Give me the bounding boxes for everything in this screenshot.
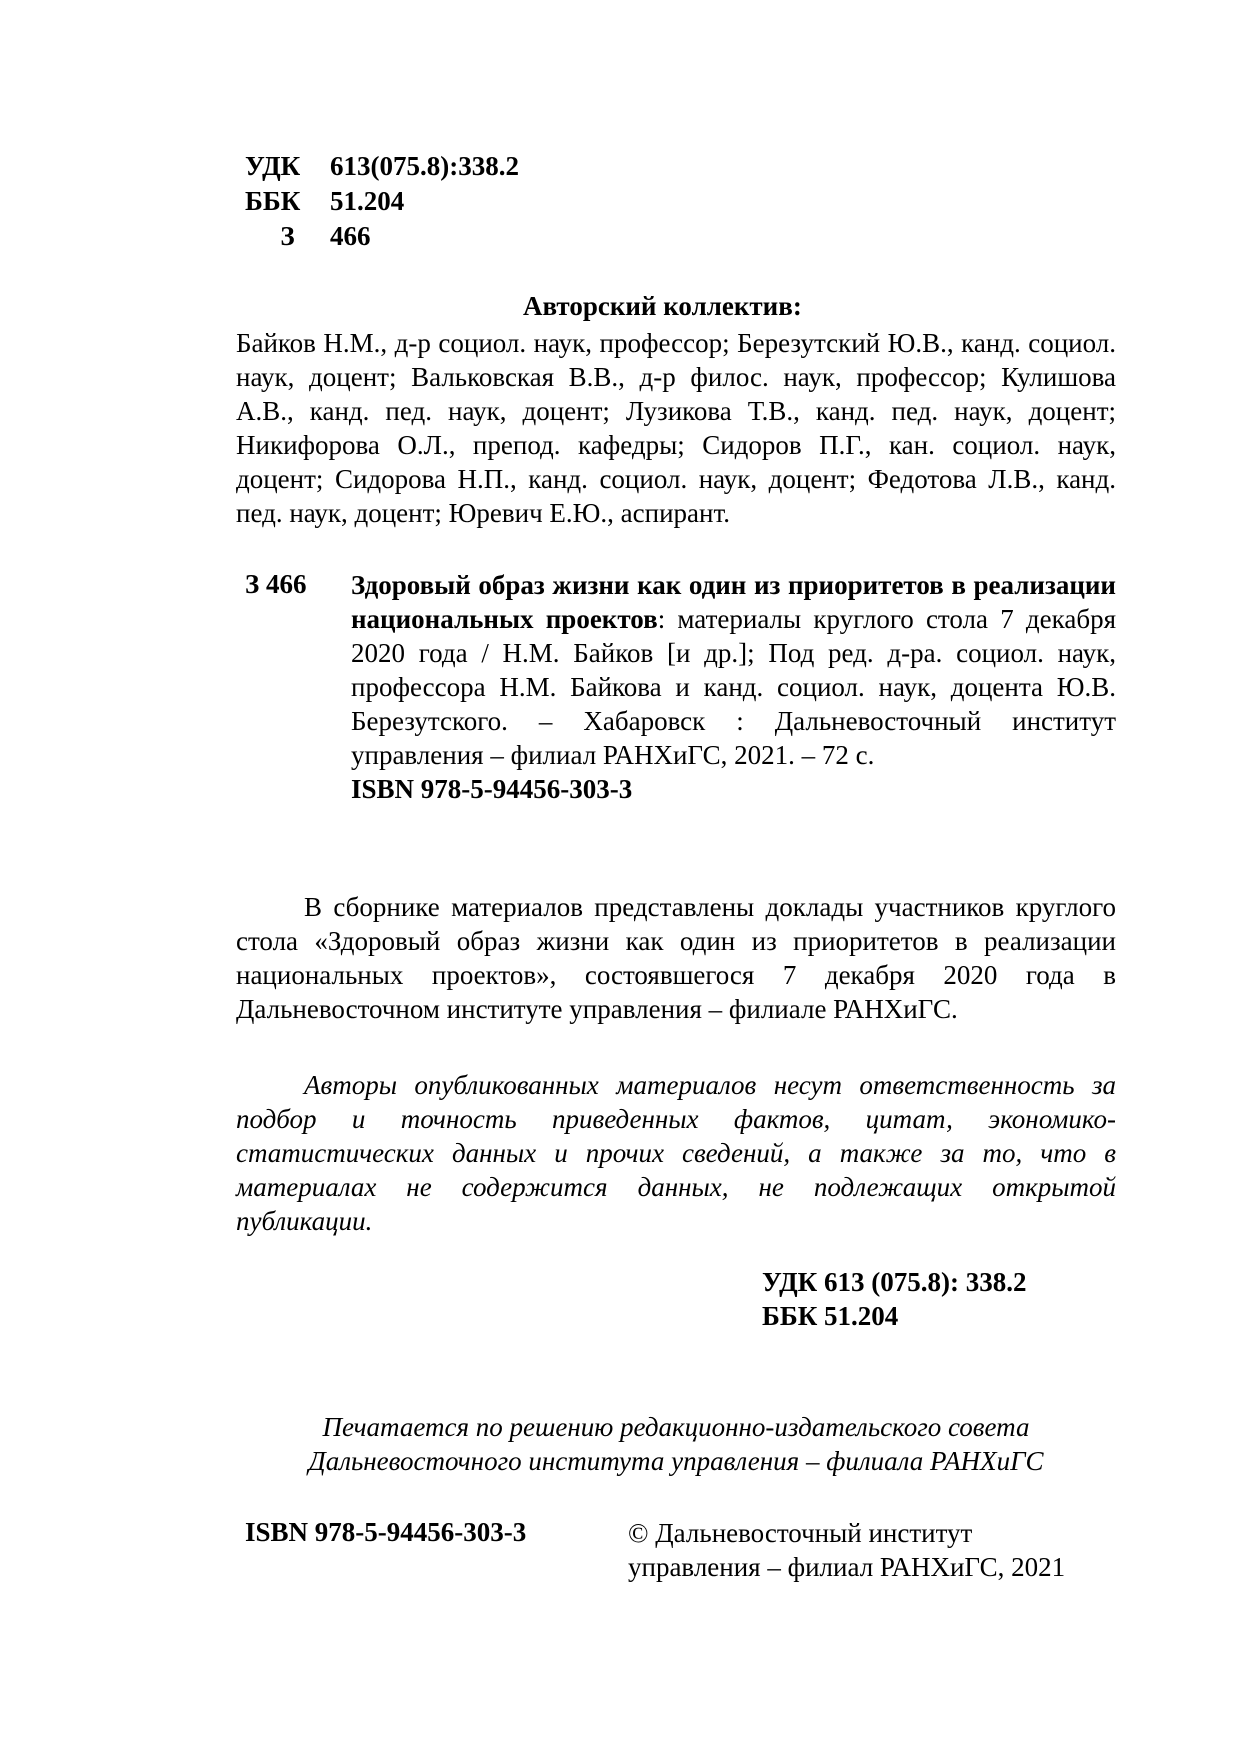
authors-list: Байков Н.М., д-р социол. наук, профессор; Березутский Ю.В., канд. социол. наук, доцент; Вальковская В.В., д-р филос. наук, профессор; Кулишова А.В., канд. пед. наук, доцент; Лузикова Т.В., канд. пед. наук, доцент; Никифорова О.Л., препод. кафедры; Сидоров П.Г., кан. социол. наук, доцент; Сидорова Н.П., канд. социол. наук, доцент; Федотова Л.В., канд. пед. наук, доцент; Юревич Е.Ю., аспирант. [236,328,1116,528]
publishing-decision [236,1410,1116,1478]
udk-row [245,150,519,185]
udk-label: УДК [245,151,301,181]
copyright-line-1: © Дальневосточный институт [628,1518,973,1548]
copyright-notice [628,1516,1128,1584]
author-mark-value: 466 [330,221,371,251]
classification-codes [245,150,519,255]
bottom-udk: УДК 613 (075.8): 338.2 [762,1267,1027,1297]
bbk-value: 51.204 [330,186,405,216]
bibliographic-entry [351,568,1116,806]
bottom-classification-codes [762,1266,1026,1334]
bbk-row [245,185,519,220]
entry-title: Здоровый образ жизни как один из приоритетов в реализации национальных проектов [351,570,1116,634]
entry-description: : материалы круглого стола 7 декабря 2020 года / Н.М. Байков [и др.]; Под ред. д-ра. социол. наук, профессора Н.М. Байкова и канд. социол. наук, доцента Ю.В. Березутского. – Хабаровск : Дальневосточный институт управления – филиал РАНХиГС, 2021. – 72 с. [351,604,1116,770]
author-mark-row [245,220,519,255]
decision-line-2: Дальневосточного института управления – филиала РАНХиГС [308,1446,1044,1476]
entry-author-mark: З 466 [245,569,307,599]
copyright-line-2: управления – филиал РАНХиГС, 2021 [628,1552,1066,1582]
disclaimer-paragraph: Авторы опубликованных материалов несут ответственность за подбор и точность приведенных фактов, цитат, экономико-статистических данных и прочих сведений, а также за то, что в материалах не содержится данных, не подлежащих открытой публикации. [236,1070,1116,1236]
udk-value: 613(075.8):338.2 [330,151,519,181]
bbk-label: ББК [245,186,301,216]
footer-isbn: ISBN 978-5-94456-303-3 [245,1517,527,1547]
bottom-bbk: ББК 51.204 [762,1301,899,1331]
author-mark-letter: З [280,221,295,251]
entry-isbn: ISBN 978-5-94456-303-3 [351,774,633,804]
decision-line-1: Печатается по решению редакционно-издательского совета [322,1412,1030,1442]
authors-heading: Авторский коллектив: [523,291,802,321]
annotation-paragraph: В сборнике материалов представлены доклады участников круглого стола «Здоровый образ жизни как один из приоритетов в реализации национальных проектов», состоявшегося 7 декабря 2020 года в Дальневосточном институте управления – филиале РАНХиГС. [236,892,1116,1024]
